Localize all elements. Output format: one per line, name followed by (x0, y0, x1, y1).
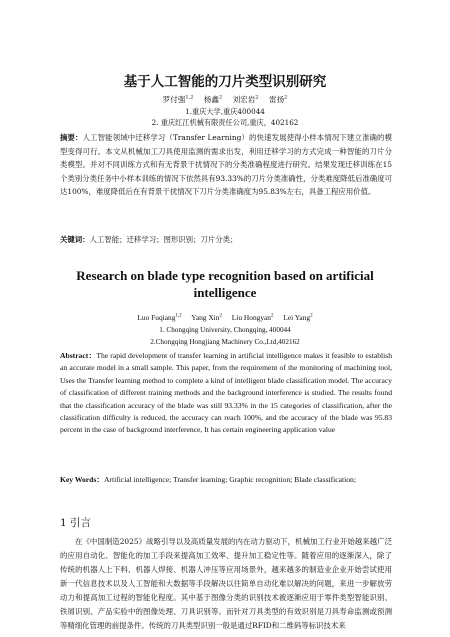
author-affiliation-mark: 2 (310, 313, 313, 319)
introduction-paragraph: 在《中国制造2025》战略引导以及高质量发展的内在动力驱动下，机械加工行业开始越来越广泛的应用自动化、智能化的加工手段来提高加工效率、提升加工稳定性等。随着应用的逐渐深入，除了传统的机器人上下料、机器人焊接、机器人冲压等应用场景外，越来越多的制造业企业开始尝试使用新一代信息技术以及人工智能和大数据等手段解决以往简单自动化难以解决的问题，来进一步解放劳动力和提高加工过程的智能化程度。其中基于图像分类的识别技术被逐渐应用于零件类型智能识别、铁屑识别、产品实验中的图像处理、刀具识别等。而针对刀具类型的有效识别是刀具寿命监测或预测等精细化管理的前提条件。传统的刀具类型识别一般是通过RFID和二维码等标识技术来 (60, 537, 392, 630)
english-abstract-text: The rapid development of transfer learning in artificial intelligence makes it feasible to establish an accurate model in a small sample. This paper, from the requirement of the monitoring of machining tool, Uses the Transfer learning method to complete a kind of intelligent blade classification model. The accuracy of classification of different training methods and the background interference is studied. The results found that the classification accuracy of the blade was still 93.33% in the 15 categories of classification, after the classification difficulty is reduced, the accuracy can reach 100%, and the accuracy of the blade was 95.83 percent in the case of background interference, It has certain engineering application value (60, 351, 392, 435)
author-affiliation-mark: 1,2 (185, 94, 194, 101)
author-name: Yang Xin (191, 313, 220, 322)
chinese-keywords-label: 关键词： (60, 235, 90, 244)
english-keywords (60, 474, 392, 486)
author-affiliation-mark: 2 (219, 313, 222, 319)
author-affiliation-mark: 2 (218, 94, 223, 101)
english-keywords-text: Artificial intelligence; Transfer learning; Graphic recognition; Blade classification; (103, 475, 356, 484)
author-name: Luo Fuqiang (137, 313, 176, 322)
english-title: Research on blade type recognition based on artificial intelligence (76, 268, 374, 300)
chinese-title: 基于人工智能的刀片类型识别研究 (123, 74, 327, 90)
english-keywords-label: Key Words： (60, 475, 104, 484)
english-authors (0, 313, 450, 322)
author-affiliation-mark: 2 (255, 94, 259, 101)
chinese-authors (0, 94, 450, 105)
english-affiliation-1: 1. Chongqing University, Chongqing, 400044 (159, 326, 291, 334)
author-name: 雷扬 (268, 95, 285, 104)
author-affiliation-mark: 1,2 (175, 313, 182, 319)
english-abstract (60, 350, 392, 437)
author-name: 杨鑫 (203, 95, 219, 104)
section-number: 1 (60, 517, 67, 529)
chinese-affiliation-2: 2. 重庆红江机械有限责任公司,重庆，402162 (151, 118, 299, 127)
author-affiliation-mark: 2 (284, 94, 288, 101)
chinese-abstract (60, 131, 392, 199)
chinese-abstract-label: 摘要： (60, 133, 83, 142)
english-affiliation-2: 2.Chongqing Hongjiang Machinery Co.,Ltd,402162 (150, 338, 300, 346)
chinese-abstract-text: 人工智能领域中迁移学习（Transfer Learning）的快速发展使得小样本情况下建立准确的模型变得可行。本文从机械加工刀具使用监测的需求出发，利用迁移学习的方式完成一种智能的刀片分类模型。并对不同训练方式和有无背景干扰情况下的分类准确程度进行研究。结果发现迁移训练在15个类别分类任务中小样本训练的情况下依然具有93.33%的刀片分类准确性，分类难度降低后准确度可达100%，难度降低后在有背景干扰情况下刀片分类准确度为95.83%左右，具备工程应用价值。 (60, 133, 392, 197)
author-affiliation-mark: 2 (271, 313, 274, 319)
author-name: 罗付强 (162, 95, 186, 104)
section-heading (60, 515, 91, 530)
author-name: Lei Yang (283, 313, 311, 322)
chinese-keywords (60, 234, 392, 245)
chinese-affiliation-1: 1.重庆大学,重庆400044 (185, 107, 265, 116)
chinese-keywords-text: 人工智能；迁移学习；图形识别；刀片分类； (89, 235, 238, 244)
author-name: 刘宏岩 (232, 95, 256, 104)
english-abstract-label: Abstract： (60, 351, 97, 360)
section-title: 引言 (70, 517, 92, 529)
author-name: Liu Hongyan (231, 313, 272, 322)
